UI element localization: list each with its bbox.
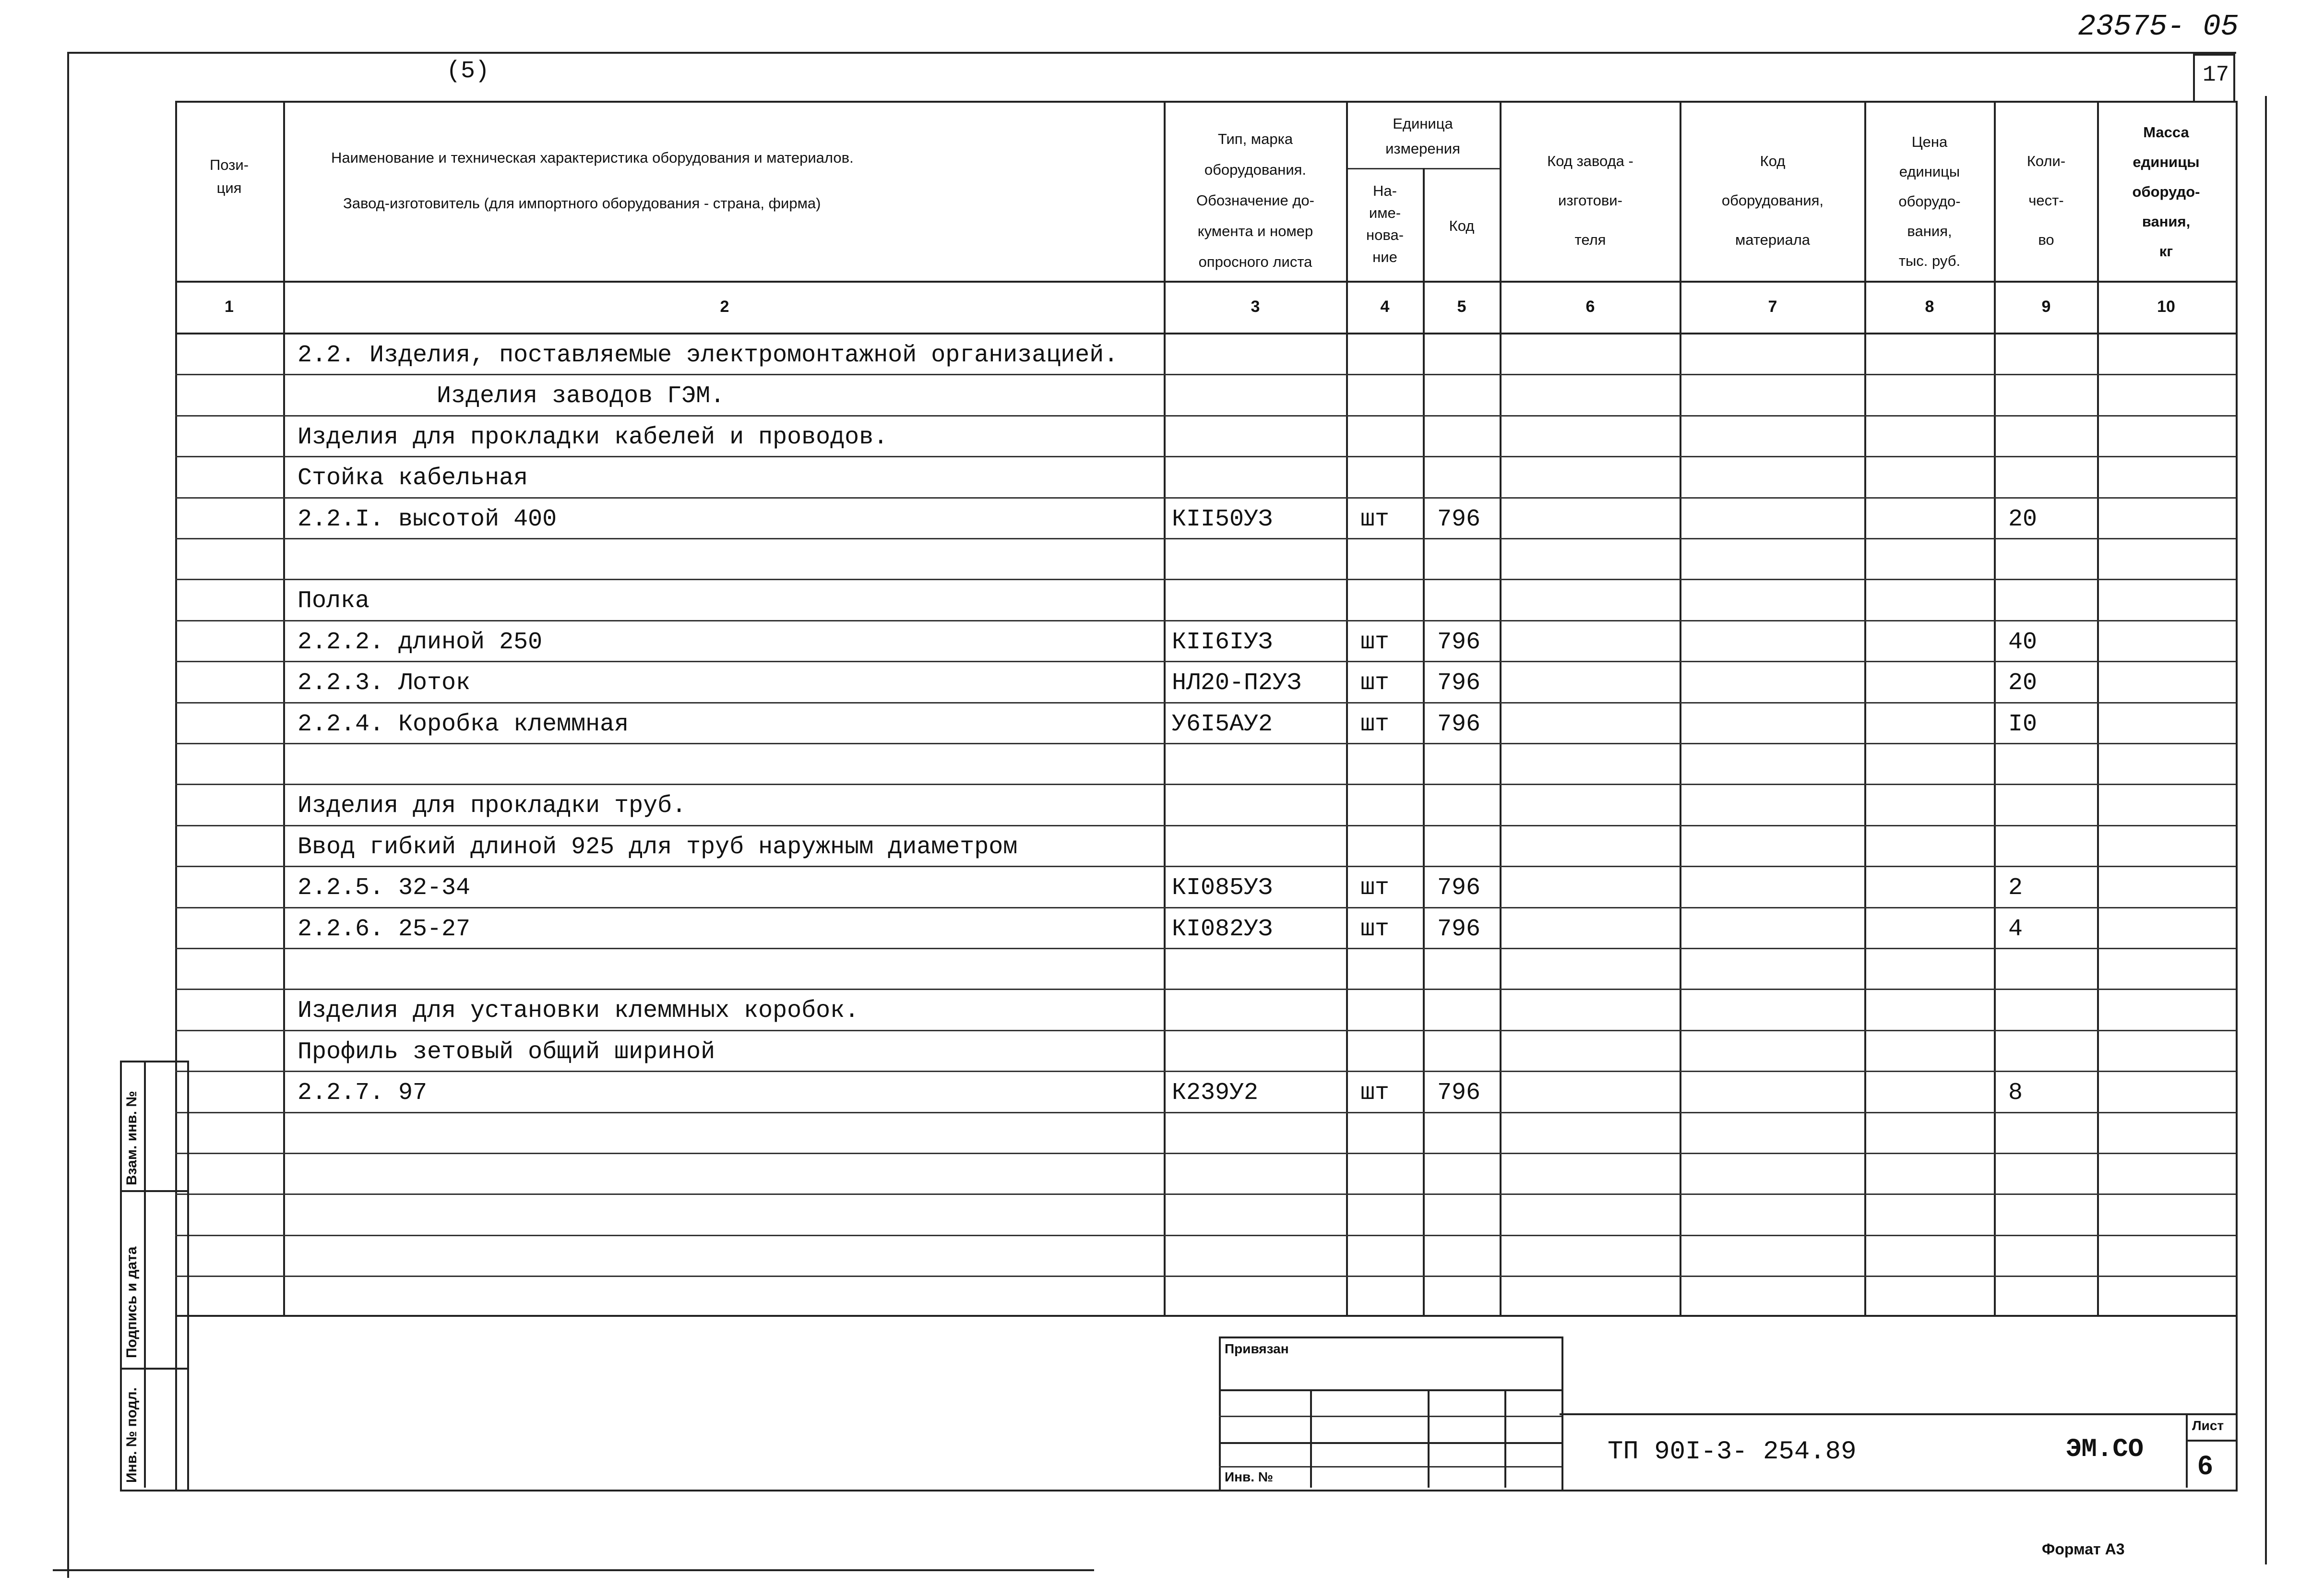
row-name: 2.2.7. 97 (298, 1079, 428, 1107)
table-row (175, 457, 2236, 498)
col-header-price: Цена единицы оборудо- вания, тыс. руб. (1898, 133, 1961, 269)
sheet-mark: (5) (446, 58, 490, 85)
row-type: КII6IУЗ (1172, 628, 1273, 656)
table-row (175, 1072, 2236, 1113)
table-row (175, 580, 2236, 621)
row-quantity: 40 (2008, 628, 2038, 656)
row-unit: шт (1360, 628, 1390, 656)
table-row (175, 539, 2236, 580)
row-type: КII50УЗ (1172, 505, 1273, 533)
privyazan-label: Привязан (1225, 1341, 1289, 1356)
col-header-quantity: Коли- чест- во (2026, 153, 2066, 248)
privyazan-row-4 (1219, 1466, 1561, 1468)
side-label-vzam: Взам. инв. № (124, 1091, 140, 1185)
col-header-mass: Масса единицы оборудо- вания, кг (2132, 124, 2200, 260)
row-unit: шт (1360, 915, 1390, 943)
side-label-podpis: Подпись и дата (124, 1246, 140, 1358)
row-name: 2.2.2. длиной 250 (298, 628, 543, 656)
table-row (175, 375, 2236, 416)
table-row (175, 621, 2236, 662)
row-code: 796 (1437, 669, 1481, 697)
colnum-8: 8 (1925, 298, 1934, 316)
colnum-4: 4 (1380, 298, 1390, 316)
table-row (175, 990, 2236, 1031)
privyazan-col-3 (1504, 1389, 1506, 1488)
row-quantity: I0 (2008, 710, 2038, 738)
side-strip-sep-2 (120, 1368, 187, 1370)
privyazan-row-2 (1219, 1416, 1561, 1417)
row-name: 2.2. Изделия, поставляемые электромонтажной организацией. (298, 342, 1119, 369)
row-type: КI082УЗ (1172, 915, 1273, 943)
table-row (175, 826, 2236, 867)
side-strip-divider (144, 1061, 146, 1488)
table-row (175, 949, 2236, 990)
row-quantity: 4 (2008, 915, 2023, 943)
col-header-name-line1: Наименование и техническая характеристика оборудования и материалов. (331, 149, 854, 166)
row-name: 2.2.4. Коробка клеммная (298, 710, 629, 738)
colnum-1: 1 (225, 298, 234, 316)
table-row (175, 908, 2236, 949)
col-header-name-line2: Завод-изготовитель (для импортного оборудования - страна, фирма) (343, 195, 821, 212)
outer-frame-left (67, 52, 69, 1578)
colnum-5: 5 (1457, 298, 1466, 316)
row-code: 796 (1437, 874, 1481, 902)
table-row (175, 662, 2236, 703)
colnum-7: 7 (1768, 298, 1777, 316)
col-header-unit-name: На- име- нова- ние (1366, 182, 1404, 265)
row-quantity: 8 (2008, 1079, 2023, 1107)
document-number: 23575- 05 (2078, 10, 2239, 44)
outer-frame-bottom (77, 1569, 1094, 1571)
colnum-10: 10 (2157, 298, 2175, 316)
colnum-9: 9 (2041, 298, 2051, 316)
document-code: ЭМ.СО (2066, 1435, 2144, 1464)
row-name: Изделия заводов ГЭМ. (437, 382, 725, 410)
outer-frame-right (2265, 96, 2267, 1564)
format-label: Формат А3 (2042, 1540, 2125, 1558)
designation: ТП 90I-3- 254.89 (1608, 1437, 1857, 1467)
empty-row-divider (175, 1235, 2236, 1236)
colnum-3: 3 (1251, 298, 1260, 316)
col-header-position: Пози- ция (209, 156, 249, 197)
row-unit: шт (1360, 505, 1390, 533)
row-name: Стойка кабельная (298, 465, 528, 492)
colnum-6: 6 (1585, 298, 1595, 316)
sheet-label: Лист (2192, 1418, 2224, 1433)
privyazan-row-3 (1219, 1442, 1561, 1444)
row-name: 2.2.I. высотой 400 (298, 505, 557, 533)
row-quantity: 20 (2008, 505, 2038, 533)
privyazan-col-2 (1428, 1389, 1430, 1488)
row-code: 796 (1437, 710, 1481, 738)
col-header-type: Тип, марка оборудования. Обозначение до- кумента и номер опросного листа (1196, 131, 1314, 270)
row-name: 2.2.5. 32-34 (298, 874, 471, 902)
row-name: Изделия для прокладки труб. (298, 792, 687, 820)
row-code: 796 (1437, 915, 1481, 943)
row-quantity: 20 (2008, 669, 2038, 697)
col-header-unit-code: Код (1449, 217, 1475, 234)
row-type: НЛ20-П2УЗ (1172, 669, 1302, 697)
row-type: КI085УЗ (1172, 874, 1273, 902)
row-unit: шт (1360, 874, 1390, 902)
corner-mark: 17 (2203, 62, 2229, 87)
sheet-number: 6 (2198, 1450, 2213, 1480)
table-row (175, 785, 2236, 826)
table-row (175, 867, 2236, 908)
row-name: Изделия для установки клеммных коробок. (298, 997, 859, 1025)
privyazan-col-1 (1310, 1389, 1312, 1488)
table-row (175, 417, 2236, 457)
sheet-box-sep (2186, 1440, 2236, 1442)
empty-row-divider (175, 1193, 2236, 1195)
row-code: 796 (1437, 505, 1481, 533)
header-bottom-line (175, 281, 2236, 283)
left-underline (53, 1569, 82, 1571)
row-code: 796 (1437, 628, 1481, 656)
row-type: К239У2 (1172, 1079, 1259, 1107)
row-name: 2.2.3. Лоток (298, 669, 471, 697)
table-row (175, 744, 2236, 785)
colnum-2: 2 (720, 298, 729, 316)
row-name: Профиль зетовый общий шириной (298, 1038, 715, 1066)
row-divider (175, 1112, 2236, 1113)
outer-frame-top (67, 52, 2236, 54)
row-unit: шт (1360, 669, 1390, 697)
table-row (175, 334, 2236, 375)
table-row (175, 1031, 2236, 1072)
privyazan-row-1 (1219, 1389, 1561, 1391)
row-name: Изделия для прокладки кабелей и проводов. (298, 423, 888, 451)
empty-row-divider (175, 1153, 2236, 1154)
table-row (175, 704, 2236, 744)
side-strip-sep-1 (120, 1190, 187, 1192)
row-code: 796 (1437, 1079, 1481, 1107)
row-type: У6I5АУ2 (1172, 710, 1273, 738)
row-unit: шт (1360, 710, 1390, 738)
body-bottom-line (175, 1315, 2236, 1317)
table-row (175, 499, 2236, 539)
col-header-plant-code: Код завода - изготови- теля (1547, 153, 1633, 248)
row-unit: шт (1360, 1079, 1390, 1107)
title-block-top (1560, 1413, 2236, 1415)
inv-no-label: Инв. № (1225, 1469, 1274, 1484)
row-name: 2.2.6. 25-27 (298, 915, 471, 943)
col-header-unit-group: Единица измерения (1385, 115, 1460, 157)
row-name: Ввод гибкий длиной 925 для труб наружным диаметром (298, 833, 1018, 861)
row-quantity: 2 (2008, 874, 2023, 902)
col-header-equipment-code: Код оборудования, материала (1721, 153, 1824, 248)
empty-row-divider (175, 1276, 2236, 1277)
side-label-inv: Инв. № подл. (124, 1387, 140, 1483)
row-name: Полка (298, 587, 370, 615)
